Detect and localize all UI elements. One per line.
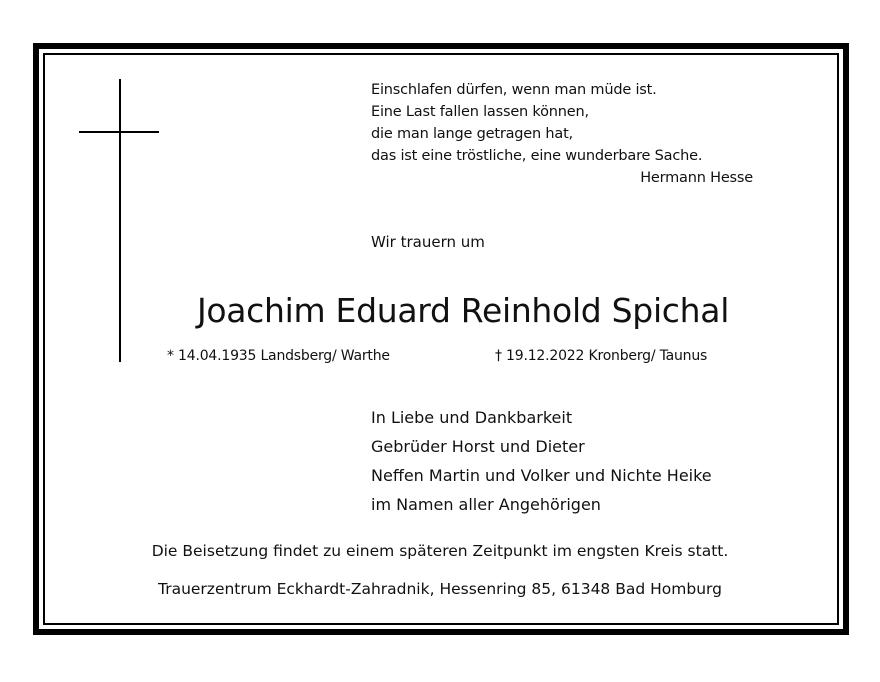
poem-author: Hermann Hesse (640, 170, 753, 186)
poem-line: die man lange getragen hat, (371, 126, 573, 142)
mourner-line: Neffen Martin und Volker und Nichte Heike (371, 466, 712, 485)
funeral-note: Die Beisetzung findet zu einem späteren Zeitpunkt im engsten Kreis statt. (151, 542, 729, 560)
intro-text: Wir trauern um (371, 233, 485, 251)
poem (371, 79, 702, 167)
birth-date-place: * 14.04.1935 Landsberg/ Warthe (167, 348, 390, 364)
mourner-line: In Liebe und Dankbarkeit (371, 408, 573, 427)
mourner-line: Gebrüder Horst und Dieter (371, 437, 585, 456)
cross-icon-horizontal-bar (79, 131, 159, 133)
poem-line: Einschlafen dürfen, wenn man müde ist. (371, 82, 657, 98)
poem-line: das ist eine tröstliche, eine wunderbare Sache. (371, 148, 703, 164)
funeral-home-address: Trauerzentrum Eckhardt-Zahradnik, Hessenring 85, 61348 Bad Homburg (158, 580, 722, 598)
poem-line: Eine Last fallen lassen können, (371, 104, 589, 120)
deceased-name: Joachim Eduard Reinhold Spichal (196, 291, 730, 330)
mourner-line: im Namen aller Angehörigen (371, 495, 601, 514)
death-date-place: † 19.12.2022 Kronberg/ Taunus (495, 348, 708, 364)
mourners-list (371, 403, 712, 519)
